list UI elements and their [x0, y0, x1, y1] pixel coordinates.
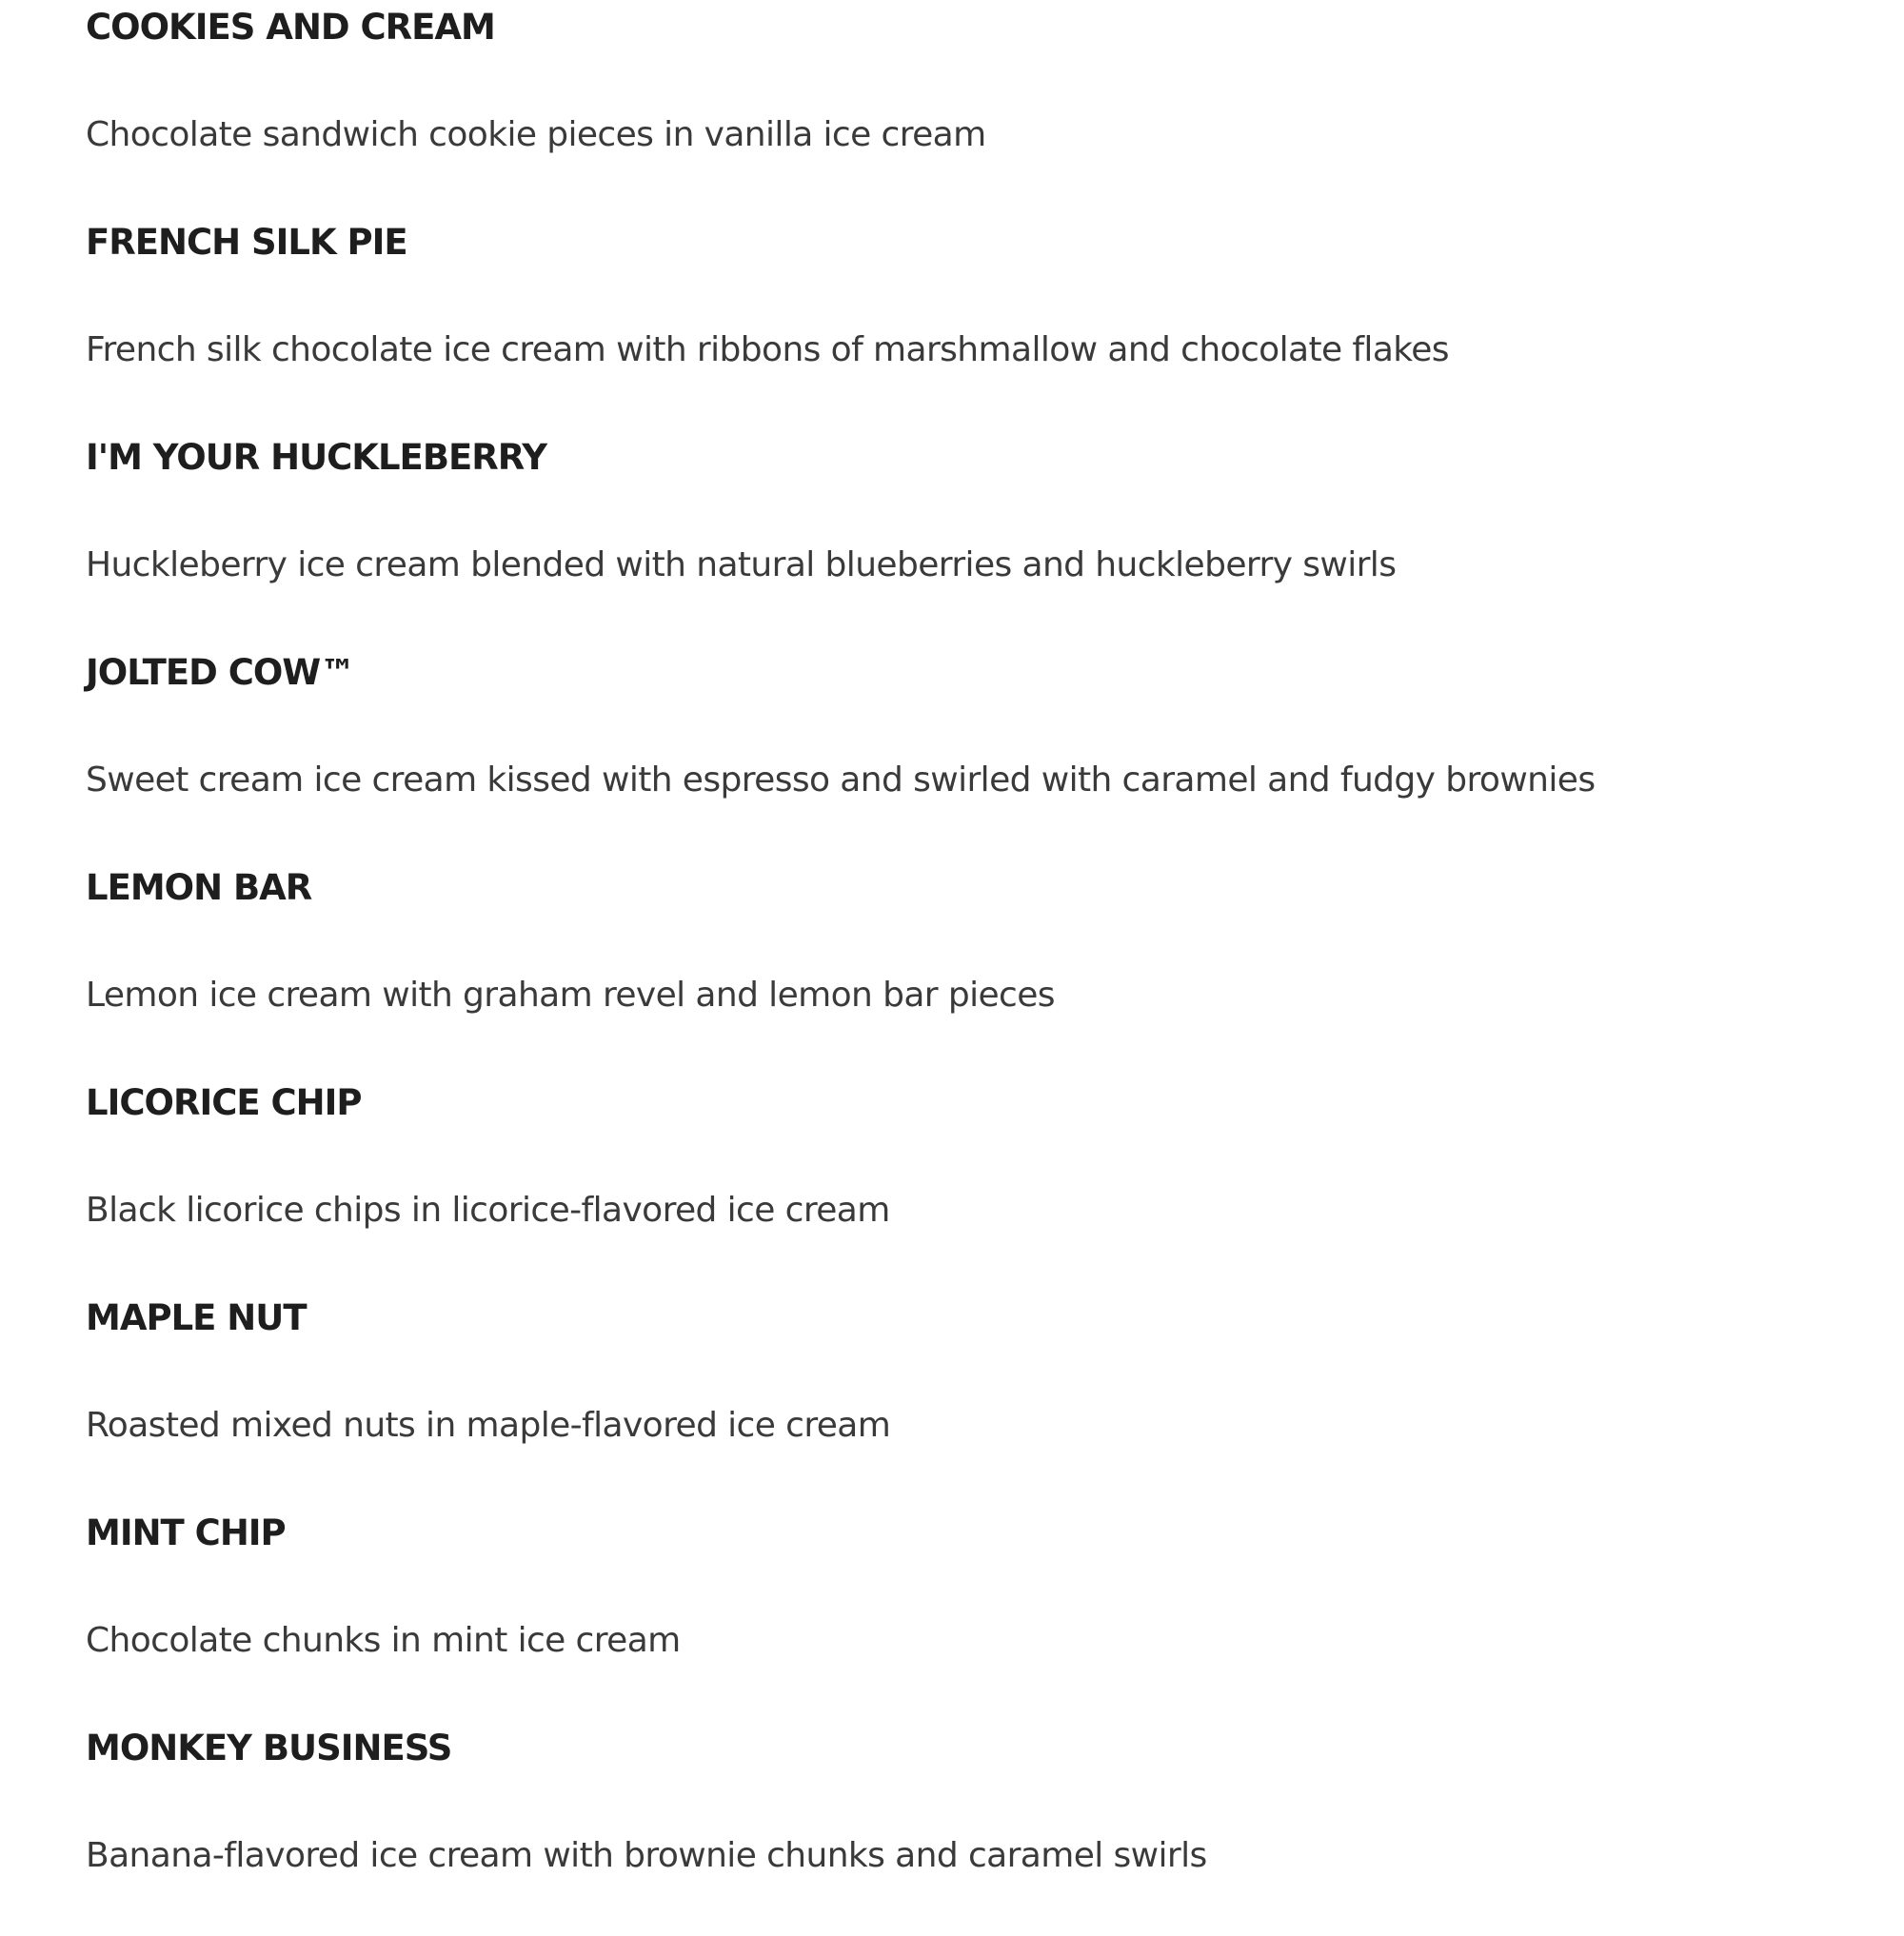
- flavor-description: Banana-flavored ice cream with brownie chunks and caramel swirls: [86, 1836, 1207, 1875]
- flavor-item-monkey-business: [86, 1721, 1875, 1936]
- flavor-description: Sweet cream ice cream kissed with espresso and swirled with caramel and fudgy brownies: [86, 761, 1596, 800]
- flavor-name: LEMON BAR: [86, 867, 312, 908]
- flavor-list: [86, 0, 1875, 1936]
- flavor-description: Roasted mixed nuts in maple-flavored ice cream: [86, 1406, 891, 1445]
- flavor-name: FRENCH SILK PIE: [86, 222, 407, 263]
- flavor-item-french-silk-pie: [86, 215, 1875, 430]
- flavor-item-mint-chip: [86, 1506, 1875, 1721]
- flavor-item-cookies-and-cream: [86, 0, 1875, 215]
- flavor-description: Chocolate sandwich cookie pieces in vanilla ice cream: [86, 115, 986, 154]
- flavor-description: Huckleberry ice cream blended with natural blueberries and huckleberry swirls: [86, 545, 1397, 584]
- flavor-name: MAPLE NUT: [86, 1297, 307, 1338]
- flavor-item-jolted-cow: [86, 645, 1875, 860]
- flavor-description: French silk chocolate ice cream with ribbons of marshmallow and chocolate flakes: [86, 330, 1449, 369]
- flavor-name: LICORICE CHIP: [86, 1082, 362, 1123]
- flavor-name: MINT CHIP: [86, 1512, 286, 1553]
- flavor-item-maple-nut: [86, 1291, 1875, 1506]
- flavor-description: Black licorice chips in licorice-flavored ice cream: [86, 1191, 890, 1230]
- flavor-name: I'M YOUR HUCKLEBERRY: [86, 437, 547, 478]
- flavor-item-lemon-bar: [86, 860, 1875, 1076]
- flavor-item-im-your-huckleberry: [86, 430, 1875, 645]
- flavor-description: Chocolate chunks in mint ice cream: [86, 1621, 681, 1660]
- flavor-name: JOLTED COW™: [86, 652, 355, 693]
- flavor-name: COOKIES AND CREAM: [86, 7, 495, 48]
- flavor-description: Lemon ice cream with graham revel and lemon bar pieces: [86, 976, 1055, 1015]
- flavor-item-licorice-chip: [86, 1076, 1875, 1291]
- flavor-name: MONKEY BUSINESS: [86, 1728, 452, 1768]
